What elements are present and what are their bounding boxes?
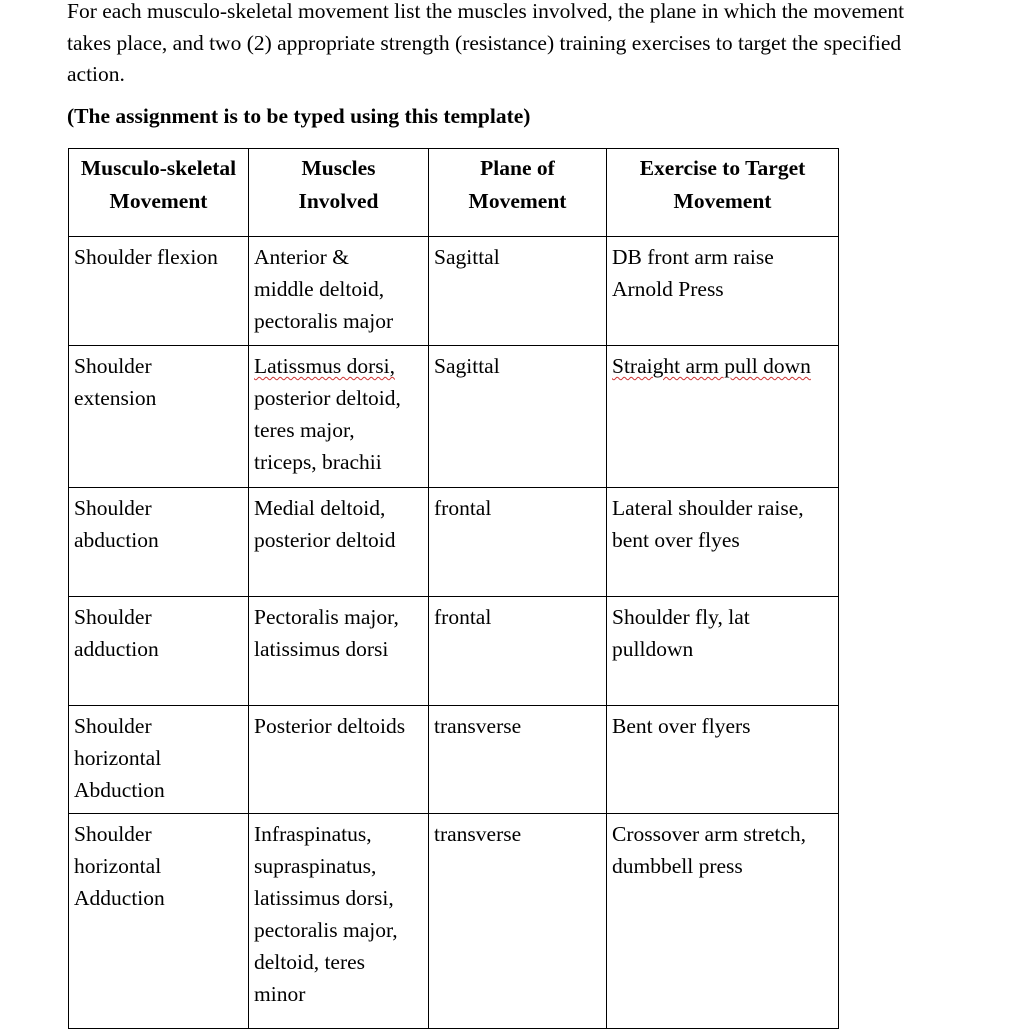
- table-row: [69, 488, 839, 597]
- table-row: [69, 237, 839, 346]
- plane-cell[interactable]: frontal: [429, 488, 607, 597]
- movement-cell[interactable]: Shoulder horizontal Adduction: [69, 814, 249, 1029]
- movement-cell[interactable]: Shoulder horizontal Abduction: [69, 706, 249, 814]
- muscles-cell[interactable]: Posterior deltoids: [249, 706, 429, 814]
- plane-cell[interactable]: Sagittal: [429, 346, 607, 488]
- header-plane: Plane of Movement: [429, 149, 607, 237]
- table-row: [69, 706, 839, 814]
- exercise-cell[interactable]: Lateral shoulder raise, bent over flyes: [607, 488, 839, 597]
- movement-cell[interactable]: Shoulder adduction: [69, 597, 249, 706]
- movement-cell[interactable]: Shoulder extension: [69, 346, 249, 488]
- muscles-cell[interactable]: Infraspinatus, supraspinatus, latissimus dorsi, pectoralis major, deltoid, teres minor: [249, 814, 429, 1029]
- movement-cell[interactable]: Shoulder abduction: [69, 488, 249, 597]
- muscles-cell[interactable]: Anterior & middle deltoid, pectoralis major: [249, 237, 429, 346]
- exercise-cell[interactable]: DB front arm raise Arnold Press: [607, 237, 839, 346]
- plane-cell[interactable]: Sagittal: [429, 237, 607, 346]
- plane-cell[interactable]: transverse: [429, 814, 607, 1029]
- table-row: [69, 597, 839, 706]
- template-note: (The assignment is to be typed using this template): [67, 104, 531, 128]
- instructions-line: takes place, and two (2) appropriate strength (resistance) training exercises to target the specified: [67, 30, 902, 55]
- muscles-cell[interactable]: Latissmus dorsi, posterior deltoid, teres major, triceps, brachii: [249, 346, 429, 488]
- table-header-row: [69, 149, 839, 237]
- plane-cell[interactable]: frontal: [429, 597, 607, 706]
- exercise-cell[interactable]: Bent over flyers: [607, 706, 839, 814]
- instructions-paragraph: [67, 0, 1012, 91]
- exercise-cell[interactable]: [607, 346, 839, 488]
- header-muscles: Muscles Involved: [249, 149, 429, 237]
- plane-cell[interactable]: transverse: [429, 706, 607, 814]
- header-exercise: Exercise to Target Movement: [607, 149, 839, 237]
- exercise-cell[interactable]: Shoulder fly, lat pulldown: [607, 597, 839, 706]
- instructions-line: For each musculo-skeletal movement list the muscles involved, the plane in which the movement: [67, 0, 905, 23]
- table-row: [69, 346, 839, 488]
- movement-cell[interactable]: Shoulder flexion: [69, 237, 249, 346]
- table-row: [69, 814, 839, 1029]
- header-movement: Musculo-skeletal Movement: [69, 149, 249, 237]
- movement-table: [68, 148, 839, 1029]
- instructions-line: action.: [67, 62, 125, 86]
- muscles-cell[interactable]: Pectoralis major, latissimus dorsi: [249, 597, 429, 706]
- exercise-cell[interactable]: Crossover arm stretch, dumbbell press: [607, 814, 839, 1029]
- spellcheck-phrase: Straight arm pull down: [612, 354, 811, 378]
- spellcheck-word: Latissmus dorsi,: [254, 354, 395, 378]
- muscles-cell[interactable]: Medial deltoid, posterior deltoid: [249, 488, 429, 597]
